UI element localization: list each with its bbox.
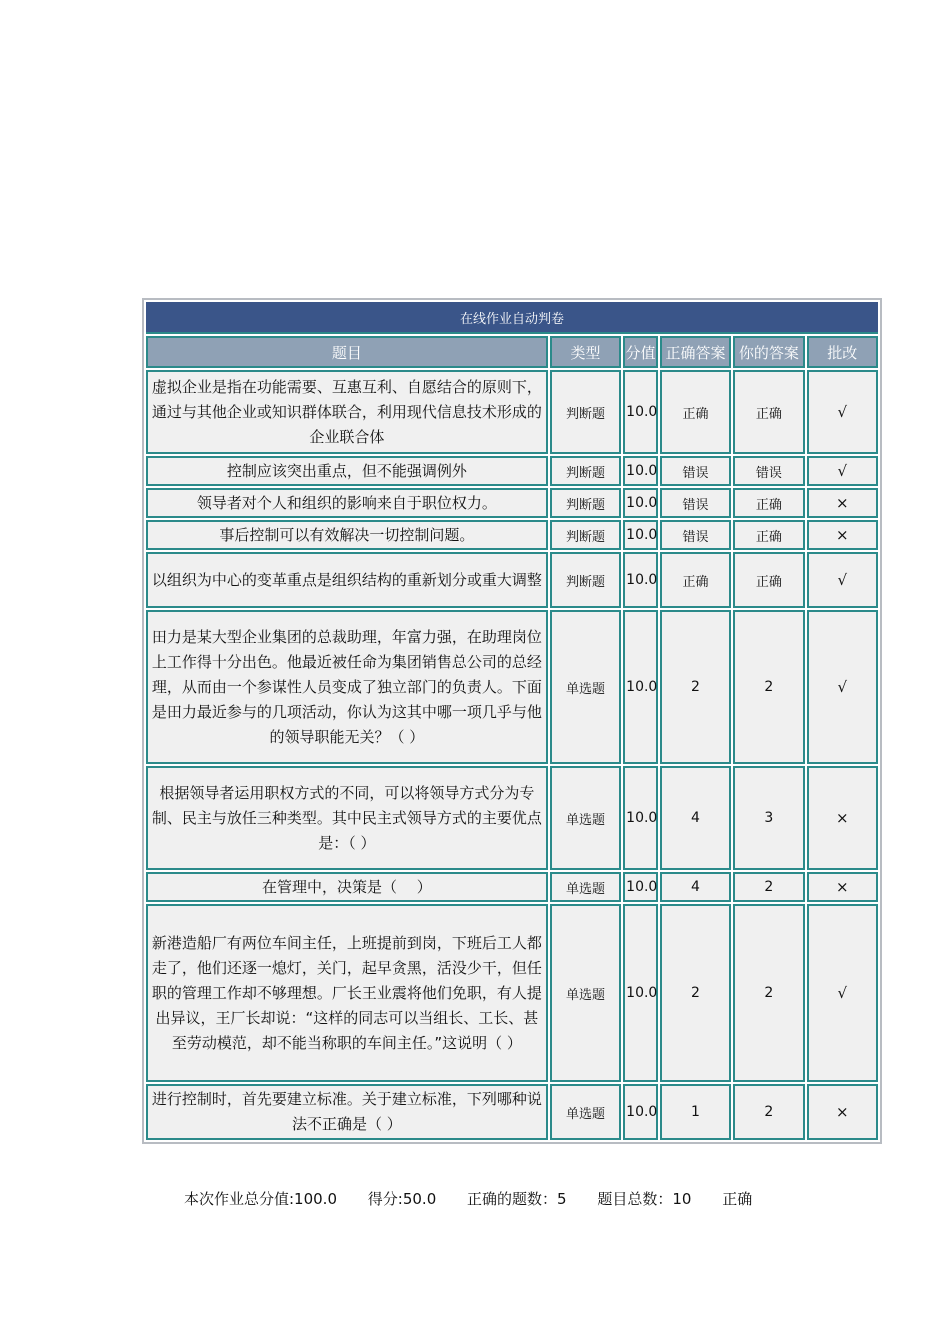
question-type: 判断题 <box>550 520 621 550</box>
question-text: 新港造船厂有两位车间主任，上班提前到岗，下班后工人都走了，他们还逐一熄灯，关门，起早贪黑，活没少干，但任职的管理工作却不够理想。厂长王业震将他们免职，有人提出异议，王厂长却说：“这样的同志可以当组长、工长、甚至劳动模范，却不能当称职的车间主任。”这说明（ ） <box>146 904 548 1082</box>
correct-answer: 错误 <box>660 456 731 486</box>
grade-mark: × <box>807 520 878 550</box>
header-correct-answer: 正确答案 <box>660 336 731 368</box>
grade-mark: × <box>807 766 878 870</box>
correct-answer: 4 <box>660 766 731 870</box>
question-score: 10.0 <box>623 370 658 454</box>
table-row <box>146 552 878 608</box>
your-answer: 正确 <box>733 488 804 518</box>
total-score-value: 本次作业总分值:100.0 <box>184 1190 337 1208</box>
question-score: 10.0 <box>623 904 658 1082</box>
question-text: 田力是某大型企业集团的总裁助理，年富力强，在助理岗位上工作得十分出色。他最近被任命为集团销售总公司的总经理，从而由一个参谋性人员变成了独立部门的负责人。下面是田力最近参与的几项活动，你认为这其中哪一项几乎与他的领导职能无关？（ ） <box>146 610 548 764</box>
question-score: 10.0 <box>623 552 658 608</box>
score-summary <box>184 1188 778 1209</box>
question-text: 以组织为中心的变革重点是组织结构的重新划分或重大调整 <box>146 552 548 608</box>
correct-answer: 正确 <box>660 370 731 454</box>
table-row <box>146 610 878 764</box>
grade-mark: × <box>807 488 878 518</box>
results-table <box>144 334 880 1142</box>
question-score: 10.0 <box>623 488 658 518</box>
table-row <box>146 370 878 454</box>
total-question-count: 题目总数：10 <box>597 1190 692 1208</box>
your-answer: 正确 <box>733 370 804 454</box>
question-type: 判断题 <box>550 370 621 454</box>
your-answer: 2 <box>733 610 804 764</box>
correct-question-count: 正确的题数：5 <box>467 1190 567 1208</box>
question-text: 事后控制可以有效解决一切控制问题。 <box>146 520 548 550</box>
table-row <box>146 766 878 870</box>
question-type: 单选题 <box>550 1084 621 1140</box>
grade-mark: √ <box>807 370 878 454</box>
question-type: 单选题 <box>550 904 621 1082</box>
grade-mark: × <box>807 1084 878 1140</box>
question-type: 单选题 <box>550 872 621 902</box>
table-row <box>146 456 878 486</box>
correct-answer: 2 <box>660 610 731 764</box>
question-text: 控制应该突出重点，但不能强调例外 <box>146 456 548 486</box>
table-row <box>146 904 878 1082</box>
grade-mark: √ <box>807 456 878 486</box>
sheet-title: 在线作业自动判卷 <box>146 302 878 334</box>
question-text: 虚拟企业是指在功能需要、互惠互利、自愿结合的原则下，通过与其他企业或知识群体联合，利用现代信息技术形成的企业联合体 <box>146 370 548 454</box>
correct-answer: 4 <box>660 872 731 902</box>
table-row <box>146 872 878 902</box>
question-text: 在管理中，决策是（ ） <box>146 872 548 902</box>
obtained-score: 得分:50.0 <box>367 1190 437 1208</box>
header-mark: 批改 <box>807 336 878 368</box>
your-answer: 2 <box>733 904 804 1082</box>
your-answer: 正确 <box>733 520 804 550</box>
correct-answer: 1 <box>660 1084 731 1140</box>
table-row <box>146 488 878 518</box>
table-row <box>146 1084 878 1140</box>
your-answer: 错误 <box>733 456 804 486</box>
correct-rate-label: 正确 <box>722 1190 753 1208</box>
table-row <box>146 520 878 550</box>
header-your-answer: 你的答案 <box>733 336 804 368</box>
your-answer: 3 <box>733 766 804 870</box>
question-score: 10.0 <box>623 1084 658 1140</box>
question-type: 单选题 <box>550 610 621 764</box>
header-row <box>146 336 878 368</box>
grading-sheet <box>142 298 882 1144</box>
your-answer: 2 <box>733 872 804 902</box>
question-text: 进行控制时，首先要建立标准。关于建立标准，下列哪种说法不正确是（ ） <box>146 1084 548 1140</box>
header-question: 题目 <box>146 336 548 368</box>
question-text: 领导者对个人和组织的影响来自于职位权力。 <box>146 488 548 518</box>
correct-answer: 错误 <box>660 488 731 518</box>
grade-mark: √ <box>807 610 878 764</box>
correct-answer: 正确 <box>660 552 731 608</box>
grade-mark: √ <box>807 552 878 608</box>
question-score: 10.0 <box>623 766 658 870</box>
question-text: 根据领导者运用职权方式的不同，可以将领导方式分为专制、民主与放任三种类型。其中民主式领导方式的主要优点是：（ ） <box>146 766 548 870</box>
your-answer: 2 <box>733 1084 804 1140</box>
question-type: 判断题 <box>550 456 621 486</box>
question-type: 判断题 <box>550 488 621 518</box>
header-type: 类型 <box>550 336 621 368</box>
question-type: 单选题 <box>550 766 621 870</box>
question-score: 10.0 <box>623 872 658 902</box>
grade-mark: × <box>807 872 878 902</box>
question-score: 10.0 <box>623 610 658 764</box>
question-score: 10.0 <box>623 456 658 486</box>
question-type: 判断题 <box>550 552 621 608</box>
grade-mark: √ <box>807 904 878 1082</box>
your-answer: 正确 <box>733 552 804 608</box>
question-score: 10.0 <box>623 520 658 550</box>
header-score: 分值 <box>623 336 658 368</box>
correct-answer: 2 <box>660 904 731 1082</box>
correct-answer: 错误 <box>660 520 731 550</box>
